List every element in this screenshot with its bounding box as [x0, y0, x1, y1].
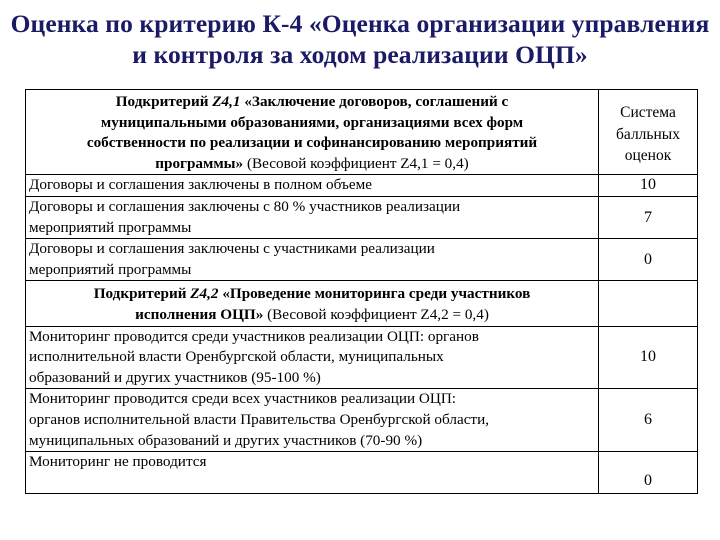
table-row [26, 452, 698, 494]
row-text: Мониторинг не проводится [26, 452, 599, 494]
empty-score [599, 281, 698, 326]
title-line-2: и контроля за ходом реализации ОЦП» [132, 40, 588, 69]
row-score: 0 [599, 452, 698, 494]
section2-heading [26, 281, 599, 326]
row-text: Мониторинг проводится среди всех участников реализации ОЦП: органов исполнительной власти Правительства Оренбургской области, муниципальных образований и других участников (70-90 %) [26, 389, 599, 452]
table-row [26, 389, 698, 452]
page-title [0, 8, 720, 70]
row-score: 7 [599, 196, 698, 238]
section1-heading-line: программы» (Весовой коэффициент Z4,1 = 0,4) [155, 154, 469, 172]
section2-heading-row [26, 281, 698, 326]
section2-heading-line: Подкритерий Z4,2 «Проведение мониторинга среди участников [93, 285, 531, 303]
table-row [26, 175, 698, 197]
row-text: Договоры и соглашения заключены с участниками реализации мероприятий программы [26, 239, 599, 281]
criteria-table [25, 89, 698, 494]
score-header: Система балльных оценок [599, 90, 698, 175]
section2-heading-line: исполнения ОЦП» (Весовой коэффициент Z4,2 = 0,4) [135, 305, 489, 323]
row-text: Мониторинг проводится среди участников реализации ОЦП: органов исполнительной власти Оренбургской области, муниципальных образований и других участников (95-100 %) [26, 326, 599, 389]
table-row [26, 239, 698, 281]
section1-heading-line: муниципальными образованиями, организациями всех форм [100, 113, 524, 131]
section1-heading-line: Подкритерий Z4,1 «Заключение договоров, соглашений с [115, 93, 509, 110]
row-score: 10 [599, 326, 698, 389]
row-score: 6 [599, 389, 698, 452]
table-row [26, 326, 698, 389]
section1-heading [26, 90, 599, 175]
title-line-1: Оценка по критерию К-4 «Оценка организации управления [10, 9, 710, 38]
row-score: 10 [599, 175, 698, 197]
row-text: Договоры и соглашения заключены в полном объеме [26, 175, 599, 197]
section1-heading-row [26, 90, 698, 175]
row-score: 0 [599, 239, 698, 281]
table-row [26, 196, 698, 238]
section1-heading-line: собственности по реализации и софинансированию мероприятий [86, 134, 538, 152]
row-text: Договоры и соглашения заключены с 80 % участников реализации мероприятий программы [26, 196, 599, 238]
